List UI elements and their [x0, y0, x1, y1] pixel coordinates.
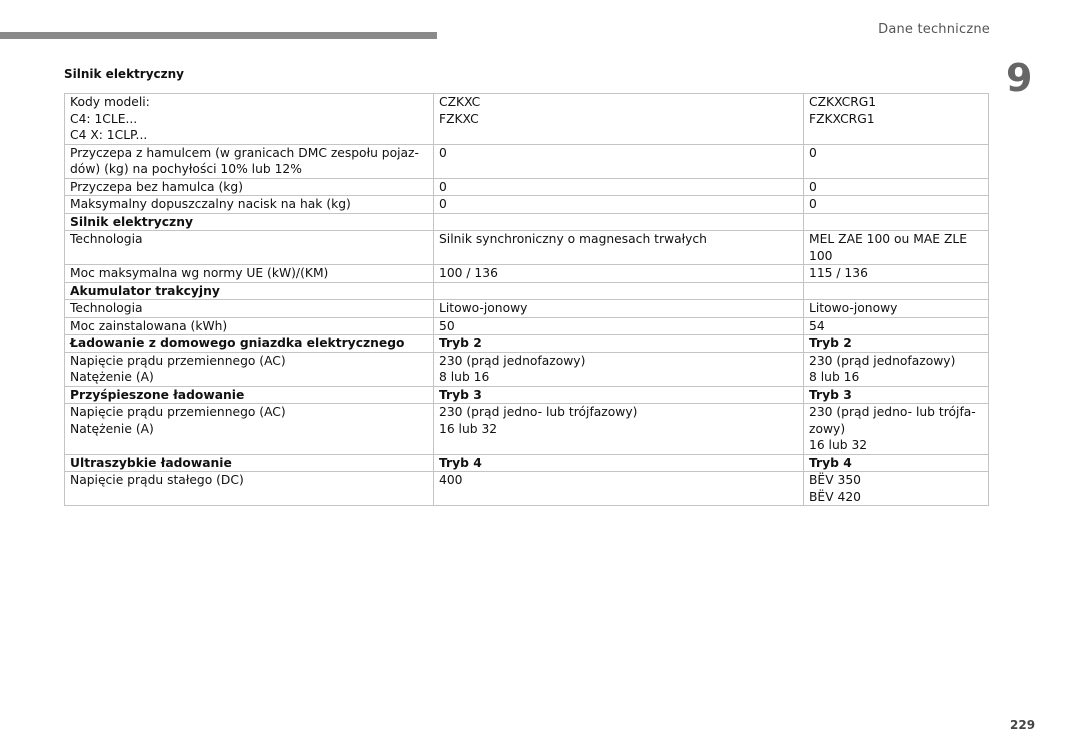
value-cell: 0 [434, 144, 804, 178]
value-cell [804, 282, 989, 300]
row-label-cell: Moc maksymalna wg normy UE (kW)/(KM) [65, 265, 434, 283]
value-cell: 0 [434, 196, 804, 214]
value-cell: 230 (prąd jedno- lub trójfa- zowy) 16 lub 32 [804, 404, 989, 455]
value-cell: 54 [804, 317, 989, 335]
table-row [65, 196, 989, 214]
table-row [65, 282, 989, 300]
table-row [65, 300, 989, 318]
value-cell: 50 [434, 317, 804, 335]
value-cell: 230 (prąd jednofazowy) 8 lub 16 [434, 352, 804, 386]
row-label-cell: Silnik elektryczny [65, 213, 434, 231]
chapter-number: 9 [1006, 56, 1033, 100]
table-row [65, 144, 989, 178]
header-rule [0, 32, 437, 39]
row-label-cell: Napięcie prądu przemiennego (AC) Natężenie (A) [65, 352, 434, 386]
row-label-cell: Ultraszybkie ładowanie [65, 454, 434, 472]
table-row [65, 317, 989, 335]
value-cell [434, 213, 804, 231]
value-cell: MEL ZAE 100 ou MAE ZLE 100 [804, 231, 989, 265]
value-cell: 115 / 136 [804, 265, 989, 283]
value-cell: Tryb 4 [804, 454, 989, 472]
table-row [65, 231, 989, 265]
row-label-cell: Ładowanie z domowego gniazdka elektrycznego [65, 335, 434, 353]
value-cell: BËV 350 BËV 420 [804, 472, 989, 506]
table-row [65, 335, 989, 353]
spec-table-body [65, 94, 989, 506]
row-label-cell: Technologia [65, 231, 434, 265]
table-row [65, 213, 989, 231]
value-cell: 0 [434, 178, 804, 196]
row-label-cell: Moc zainstalowana (kWh) [65, 317, 434, 335]
value-cell: 0 [804, 144, 989, 178]
spec-table [64, 93, 989, 506]
value-cell: Litowo-jonowy [434, 300, 804, 318]
value-cell: Tryb 3 [434, 386, 804, 404]
value-cell: CZKXCRG1 FZKXCRG1 [804, 94, 989, 145]
value-cell: 0 [804, 196, 989, 214]
table-row [65, 352, 989, 386]
table-row [65, 404, 989, 455]
row-label-cell: Maksymalny dopuszczalny nacisk na hak (kg) [65, 196, 434, 214]
value-cell: 400 [434, 472, 804, 506]
row-label-cell: Przyczepa z hamulcem (w granicach DMC zespołu pojaz- dów) (kg) na pochyłości 10% lub 12% [65, 144, 434, 178]
value-cell: 0 [804, 178, 989, 196]
section-title: Silnik elektryczny [64, 67, 184, 81]
row-label-cell: Napięcie prądu stałego (DC) [65, 472, 434, 506]
table-row [65, 386, 989, 404]
value-cell: Tryb 3 [804, 386, 989, 404]
row-label-cell: Kody modeli: C4: 1CLE... C4 X: 1CLP... [65, 94, 434, 145]
value-cell [804, 213, 989, 231]
table-row [65, 94, 989, 145]
row-label-cell: Napięcie prądu przemiennego (AC) Natężenie (A) [65, 404, 434, 455]
value-cell: CZKXC FZKXC [434, 94, 804, 145]
value-cell: Tryb 2 [434, 335, 804, 353]
value-cell [434, 282, 804, 300]
value-cell: 100 / 136 [434, 265, 804, 283]
page-number: 229 [1010, 718, 1036, 732]
value-cell: Tryb 2 [804, 335, 989, 353]
row-label-cell: Akumulator trakcyjny [65, 282, 434, 300]
table-row [65, 265, 989, 283]
value-cell: Tryb 4 [434, 454, 804, 472]
row-label-cell: Przyczepa bez hamulca (kg) [65, 178, 434, 196]
table-row [65, 454, 989, 472]
table-row [65, 178, 989, 196]
row-label-cell: Przyśpieszone ładowanie [65, 386, 434, 404]
value-cell: 230 (prąd jedno- lub trójfazowy) 16 lub 32 [434, 404, 804, 455]
value-cell: Silnik synchroniczny o magnesach trwałych [434, 231, 804, 265]
value-cell: Litowo-jonowy [804, 300, 989, 318]
chapter-title: Dane techniczne [878, 22, 990, 37]
row-label-cell: Technologia [65, 300, 434, 318]
table-row [65, 472, 989, 506]
value-cell: 230 (prąd jednofazowy) 8 lub 16 [804, 352, 989, 386]
